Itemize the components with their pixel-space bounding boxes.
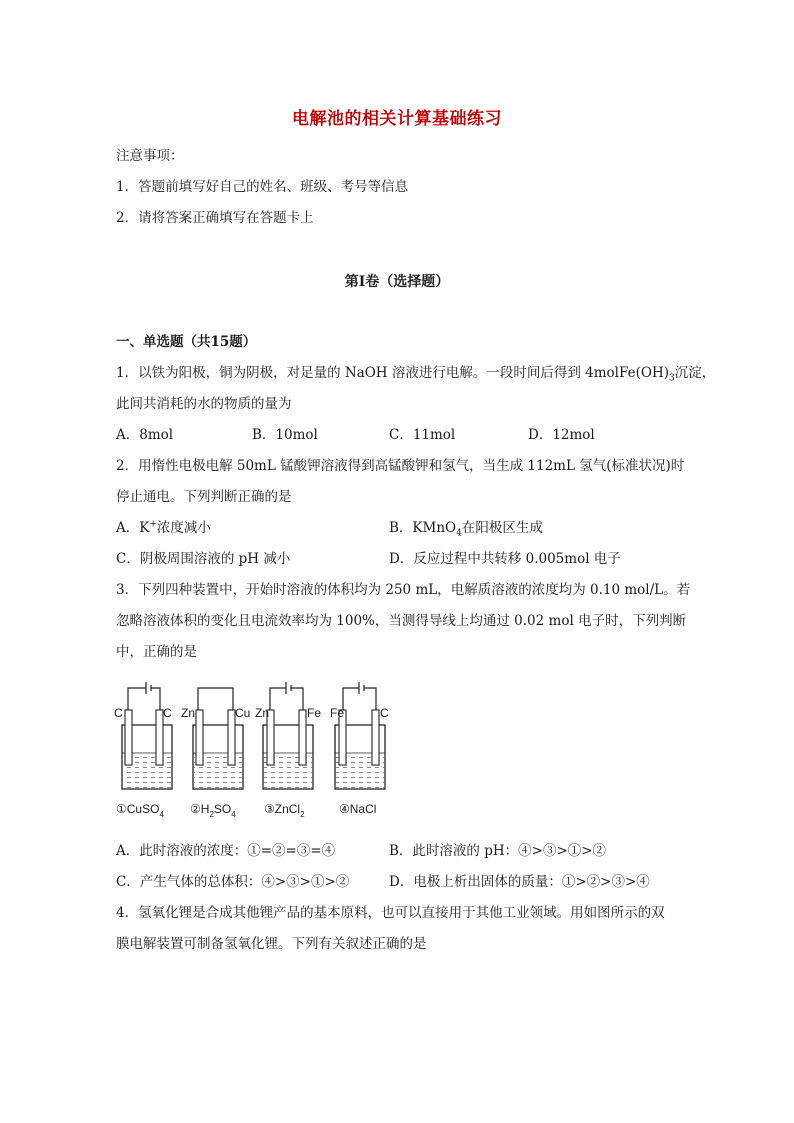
q2-option-c: C．阴极周围溶液的 pH 减小 <box>116 551 291 567</box>
electrolysis-apparatus-figure <box>110 680 410 825</box>
q1-option-c: C．11mol <box>389 427 456 443</box>
q3-option-d: D．电极上析出固体的质量：①>②>③>④ <box>389 874 650 890</box>
cell-3-zncl2 <box>255 682 321 819</box>
section-title: 一、单选题（共15题） <box>116 334 257 350</box>
q3-option-b: B．此时溶液的 pH：④>③>①>② <box>389 843 607 859</box>
q2-option-a: A．K+浓度减小 <box>116 519 211 536</box>
notes-heading: 注意事项： <box>116 148 184 164</box>
q2-option-b: B．KMnO$_4$在阳极区生成 <box>389 520 543 539</box>
q3-line-2: 忽略溶液体积的变化且电流效率均为 100%，当测得导线上均通过 0.02 mol 电子时，下列判断 <box>116 613 687 629</box>
page-title: 电解池的相关计算基础练习 <box>292 109 502 129</box>
cell-4-label: ④NaCl <box>339 802 377 816</box>
q3-line-1: 3．下列四种装置中，开始时溶液的体积均为 250 mL，电解质溶液的浓度均为 0.10 mol/L。若 <box>116 582 691 598</box>
q4-line-2: 膜电解装置可制备氢氧化锂。下列有关叙述正确的是 <box>116 936 427 952</box>
q3-option-c: C．产生气体的总体积：④>③>①>② <box>116 874 350 890</box>
cell-4-left-electrode: Fe <box>330 706 345 720</box>
q2-line-2: 停止通电。下列判断正确的是 <box>116 489 292 505</box>
cell-2-label: $②H_2SO_4$ <box>190 802 236 819</box>
q1-option-d: D．12mol <box>528 427 595 443</box>
cell-3-right-electrode: Fe <box>307 706 322 720</box>
cell-2-left-electrode: Zn <box>181 706 196 720</box>
q1-option-a: A．8mol <box>116 427 174 443</box>
cell-3-left-electrode: Zn <box>255 706 270 720</box>
cell-1-right-electrode: C <box>163 706 172 720</box>
q2-line-1: 2．用惰性电极电解 50mL 锰酸钾溶液得到高锰酸钾和氢气，当生成 112mL 氢气(标准状况)时 <box>116 458 685 474</box>
cell-4-nacl <box>330 682 389 816</box>
volume-title: 第I卷（选择题） <box>344 274 450 290</box>
q2-option-d: D．反应过程中共转移 0.005mol 电子 <box>389 551 621 567</box>
notes-item-1: 1．答题前填写好自己的姓名、班级、考号等信息 <box>116 179 409 195</box>
notes-item-2: 2．请将答案正确填写在答题卡上 <box>116 210 314 226</box>
q4-line-1: 4．氢氧化锂是合成其他锂产品的基本原料，也可以直接用于其他工业领域。用如图所示的双 <box>116 905 665 921</box>
cell-1-label: ①CuSO$_4$ <box>116 802 164 819</box>
q3-line-3: 中，正确的是 <box>116 644 197 660</box>
cell-2-h2so4 <box>181 688 250 819</box>
q1-line-1: 1．以铁为阳极，铜为阴极，对足量的 NaOH 溶液进行电解。一段时间后得到 $4molFe(OH)_3$沉淀， <box>116 365 716 384</box>
cell-2-right-electrode: Cu <box>235 706 251 720</box>
cell-1-cuso4 <box>114 682 172 819</box>
cell-1-left-electrode: C <box>114 706 123 720</box>
q3-option-a: A．此时溶液的浓度：①=②=③=④ <box>116 843 336 859</box>
q1-line-2: 此间共消耗的水的物质的量为 <box>116 396 292 412</box>
q1-option-b: B．10mol <box>252 427 318 443</box>
cell-4-right-electrode: C <box>380 706 389 720</box>
cell-3-label: ③ZnCl$_2$ <box>264 802 305 819</box>
